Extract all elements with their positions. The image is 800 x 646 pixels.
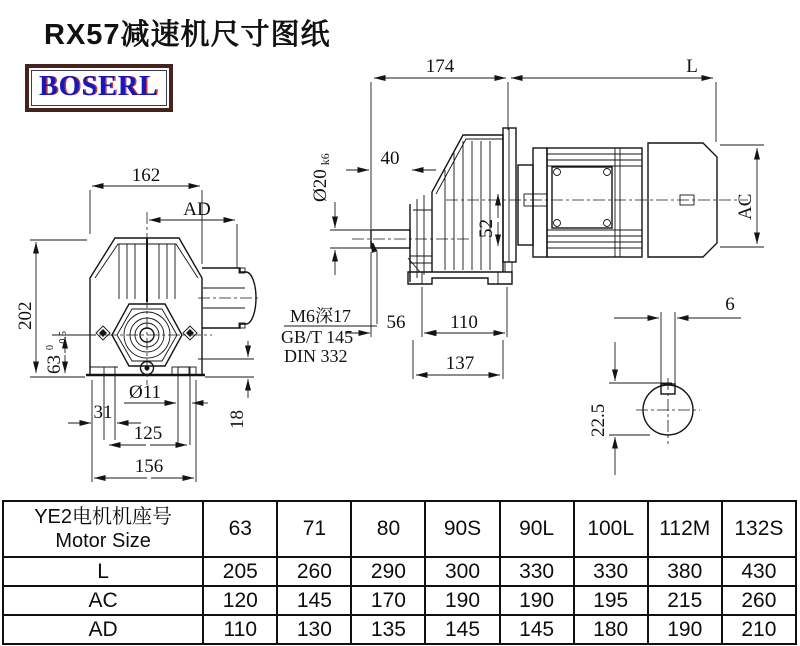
- cell: 190: [648, 615, 722, 644]
- row-label: AD: [3, 615, 203, 644]
- standard-din: DIN 332: [284, 346, 348, 366]
- cell: 190: [500, 586, 574, 615]
- cell: 120: [203, 586, 277, 615]
- cell: 380: [648, 557, 722, 586]
- cell: 330: [500, 557, 574, 586]
- dim-63-tol-lower: -0.5: [58, 331, 69, 347]
- front-view: [15, 165, 258, 482]
- col-header: 90S: [425, 501, 499, 557]
- col-header: 100L: [574, 501, 648, 557]
- cell: 260: [277, 557, 351, 586]
- cell: 430: [722, 557, 796, 586]
- table-row-AD: [3, 615, 796, 644]
- dim-label-162: 162: [131, 165, 161, 186]
- table-row-L: [3, 557, 796, 586]
- dim-label-125: 125: [133, 423, 163, 444]
- row-label: L: [3, 557, 203, 586]
- cell: 195: [574, 586, 648, 615]
- table-row-AC: [3, 586, 796, 615]
- page-title: RX57减速机尺寸图纸: [44, 19, 331, 51]
- cell: 145: [425, 615, 499, 644]
- table-header-en: Motor Size: [55, 530, 151, 552]
- cell: 130: [277, 615, 351, 644]
- dim-label-key-height: 22.5: [588, 403, 609, 437]
- dim-label-key-width: 6: [725, 294, 735, 315]
- cell: 110: [203, 615, 277, 644]
- table-header-row: [3, 501, 796, 557]
- col-header: 71: [277, 501, 351, 557]
- cell: 215: [648, 586, 722, 615]
- col-header: 63: [203, 501, 277, 557]
- side-view: [281, 56, 764, 379]
- cell: 145: [500, 615, 574, 644]
- cell: 210: [722, 615, 796, 644]
- dim-label-shaft-fit: k6: [318, 153, 332, 166]
- dim-label-18: 18: [227, 410, 248, 429]
- dim-label-63: 63: [44, 355, 65, 374]
- dim-label-56: 56: [386, 312, 406, 333]
- col-header: 90L: [500, 501, 574, 557]
- motor-size-table: [2, 500, 797, 645]
- brand-logo-text: BOSERL: [39, 71, 159, 102]
- dim-label-hole: Ø11: [128, 382, 162, 403]
- dim-63-tol-upper: 0: [45, 345, 56, 350]
- dim-label-40: 40: [380, 148, 400, 169]
- dim-label-174: 174: [425, 56, 455, 77]
- cell: 145: [277, 586, 351, 615]
- col-header: 132S: [722, 501, 796, 557]
- cell: 205: [203, 557, 277, 586]
- table-header-motor-size: [3, 501, 203, 557]
- cell: 190: [425, 586, 499, 615]
- dim-label-ac: AC: [735, 193, 756, 220]
- cell: 300: [425, 557, 499, 586]
- dim-label-31: 31: [93, 402, 113, 423]
- dim-label-110: 110: [450, 312, 478, 333]
- dim-label-L: L: [686, 56, 698, 77]
- table-header-cn: YE2电机机座号: [34, 506, 173, 528]
- shaft-section-view: [588, 294, 741, 475]
- cell: 330: [574, 557, 648, 586]
- dim-label-shaft-dia: Ø20: [310, 169, 331, 202]
- cell: 170: [351, 586, 425, 615]
- dim-label-52: 52: [476, 219, 497, 238]
- cell: 180: [574, 615, 648, 644]
- cell: 135: [351, 615, 425, 644]
- row-label: AC: [3, 586, 203, 615]
- col-header: 80: [351, 501, 425, 557]
- cell: 260: [722, 586, 796, 615]
- dim-label-ad: AD: [183, 199, 211, 220]
- dim-label-137: 137: [445, 353, 475, 374]
- col-header: 112M: [648, 501, 722, 557]
- dim-label-202: 202: [15, 301, 36, 330]
- dim-label-156: 156: [134, 456, 164, 477]
- standard-gbt: GB/T 145: [281, 327, 354, 347]
- cell: 290: [351, 557, 425, 586]
- svg-text:Ø20 k6: [310, 153, 332, 202]
- thread-note: M6深17: [290, 306, 352, 326]
